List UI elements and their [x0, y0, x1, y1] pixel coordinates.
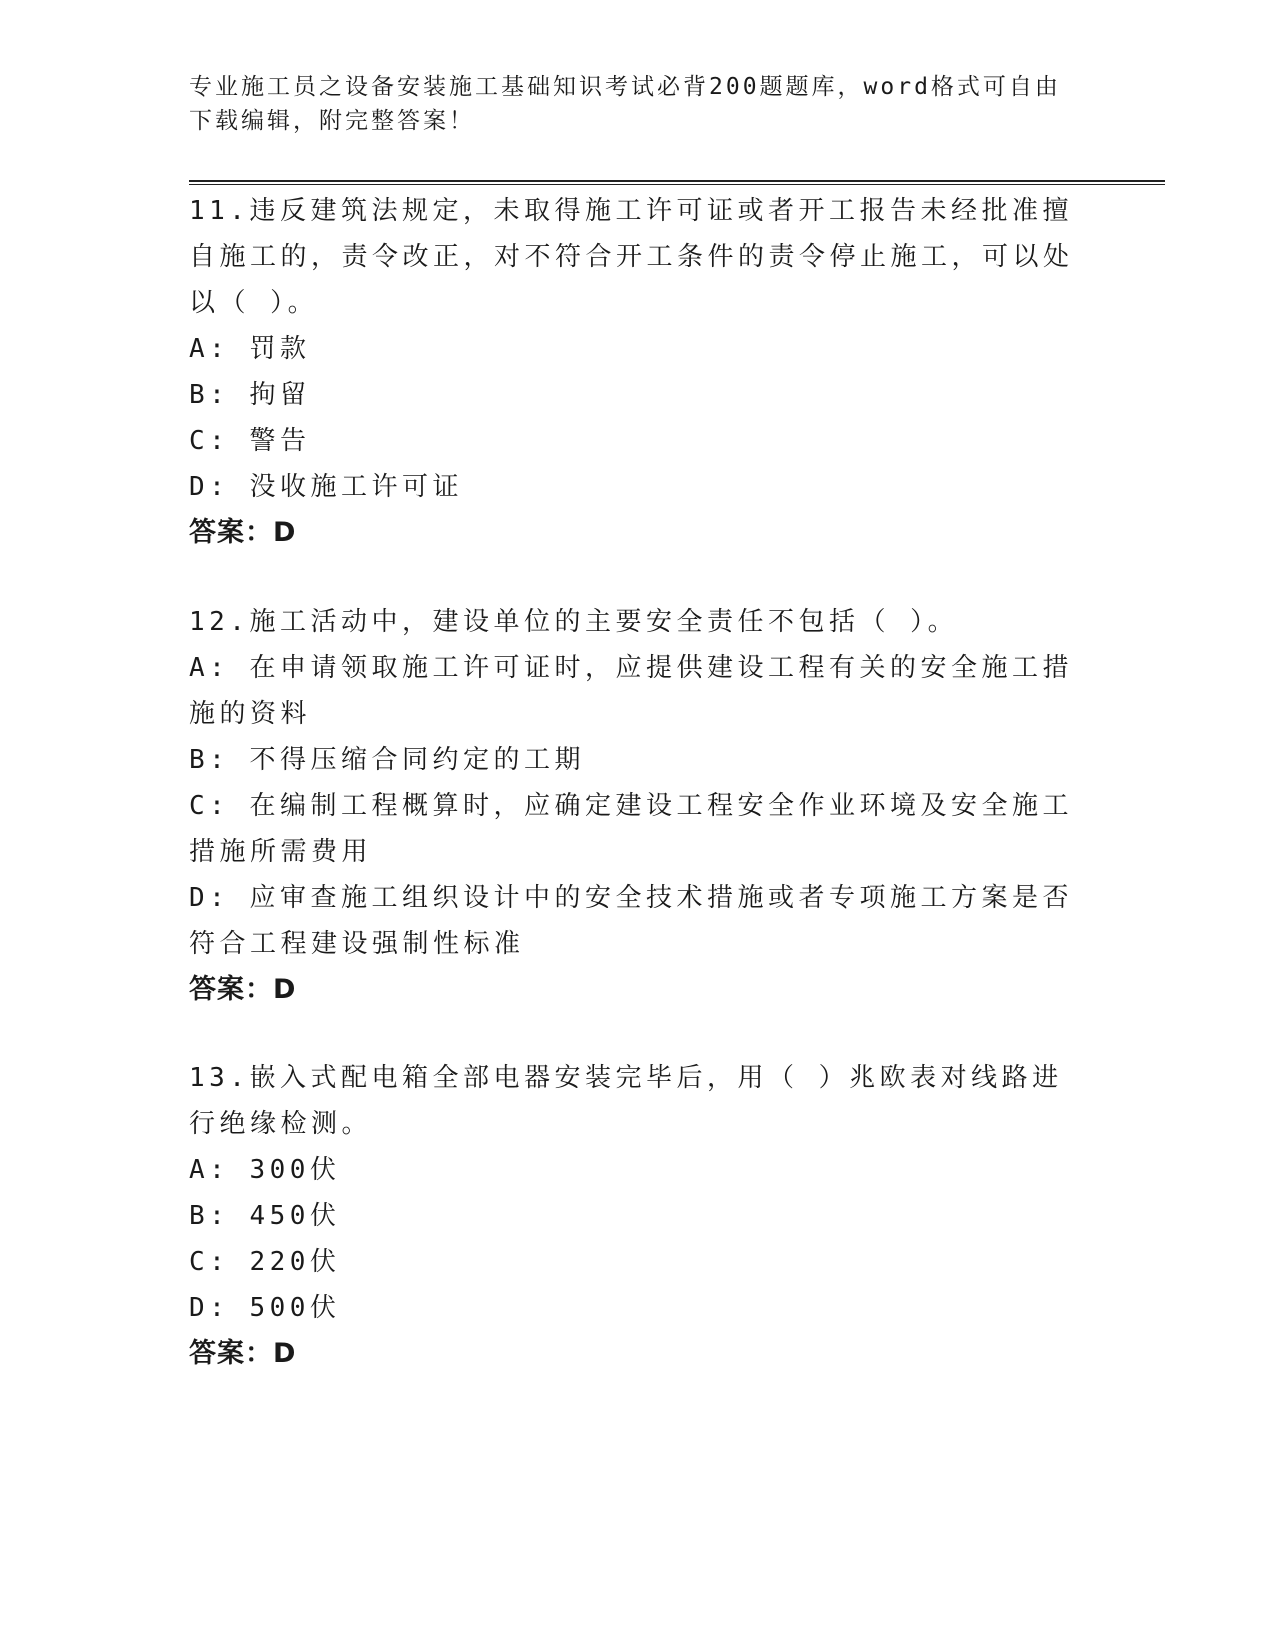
- answer-label: 答案：D: [189, 974, 297, 1005]
- option-b: B: 不得压缩合同约定的工期: [189, 745, 585, 775]
- question-stem: 13.嵌入式配电箱全部电器安装完毕后，用（ ）兆欧表对线路进行绝缘检测。: [189, 1063, 1063, 1139]
- option-a: A: 罚款: [189, 334, 311, 364]
- option-c: C: 警告: [189, 426, 311, 456]
- option-d: D: 500伏: [189, 1293, 341, 1323]
- header-text: 专业施工员之设备安装施工基础知识考试必背200题题库，word格式可自由下载编辑，附完整答案！: [189, 74, 1061, 134]
- answer-label: 答案：D: [189, 1338, 297, 1369]
- question-12: [189, 599, 1089, 1013]
- option-b: B: 拘留: [189, 380, 311, 410]
- option-a: A: 在申请领取施工许可证时，应提供建设工程有关的安全施工措施的资料: [189, 653, 1073, 729]
- header-divider: [189, 180, 1165, 185]
- option-b: B: 450伏: [189, 1201, 341, 1231]
- option-d: D: 没收施工许可证: [189, 472, 463, 502]
- option-c: C: 在编制工程概算时，应确定建设工程安全作业环境及安全施工措施所需费用: [189, 791, 1073, 867]
- question-stem: 12.施工活动中，建设单位的主要安全责任不包括（ ）。: [189, 607, 959, 637]
- question-stem: 11.违反建筑法规定，未取得施工许可证或者开工报告未经批准擅自施工的，责令改正，对不符合开工条件的责令停止施工，可以处以（ ）。: [189, 196, 1074, 318]
- option-a: A: 300伏: [189, 1155, 341, 1185]
- question-11: [189, 188, 1089, 556]
- option-c: C: 220伏: [189, 1247, 341, 1277]
- question-13: [189, 1055, 1089, 1377]
- document-header: [189, 70, 1069, 138]
- option-d: D: 应审查施工组织设计中的安全技术措施或者专项施工方案是否符合工程建设强制性标准: [189, 883, 1073, 959]
- answer-label: 答案：D: [189, 517, 297, 548]
